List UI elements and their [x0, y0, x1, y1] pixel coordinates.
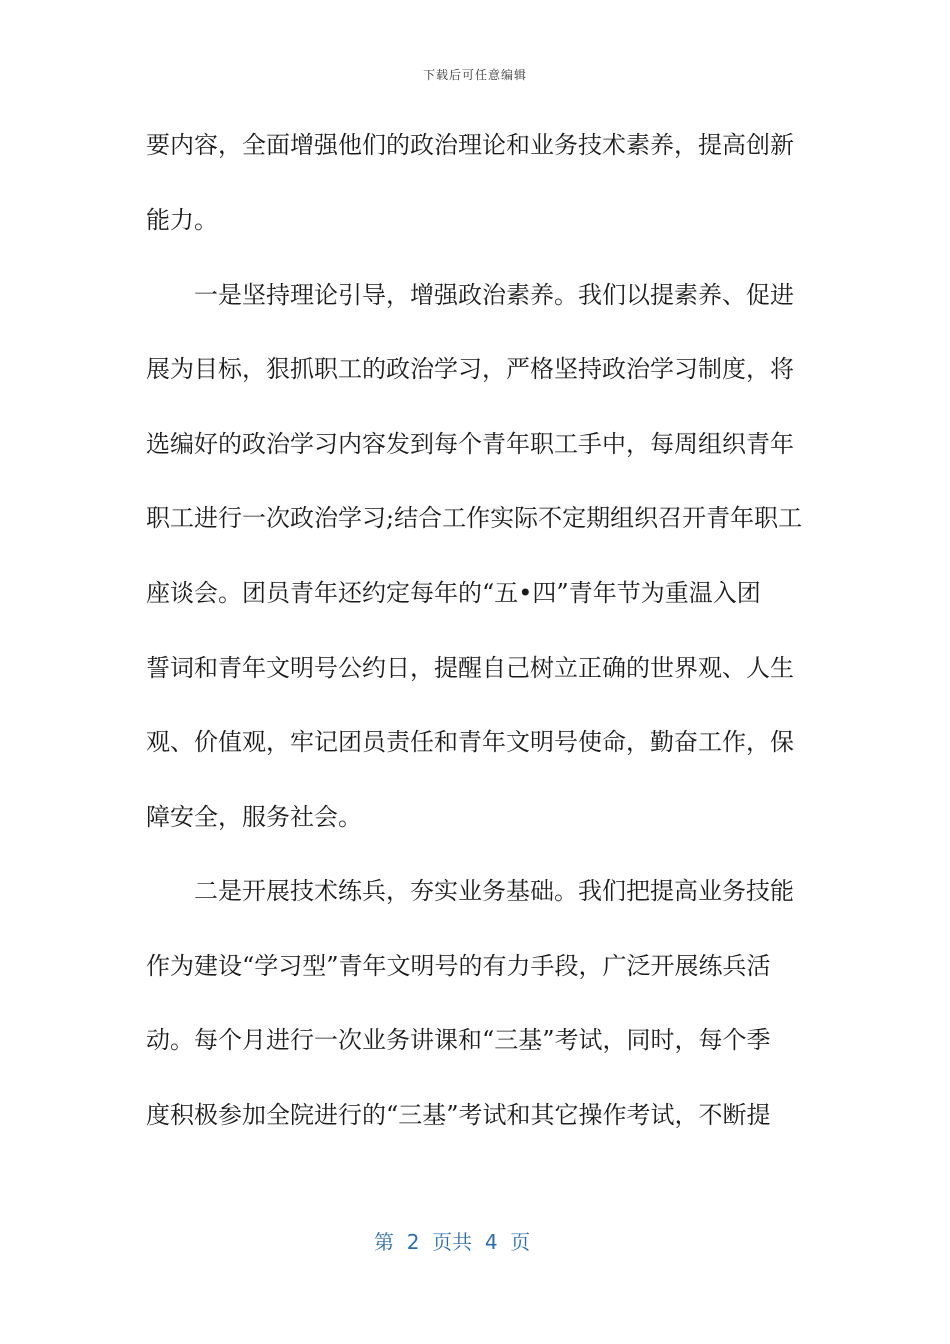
body-line: 障安全，服务社会。	[146, 803, 362, 831]
body-line: 要内容，全面增强他们的政治理论和业务技术素养，提高创新	[146, 131, 794, 159]
body-line: 二是开展技术练兵，夯实业务基础。我们把提高业务技能	[146, 877, 794, 905]
body-line: 动。每个月进行一次业务讲课和“三基”考试，同时，每个季	[146, 1026, 771, 1054]
body-line: 观、价值观，牢记团员责任和青年文明号使命，勤奋工作，保	[146, 728, 794, 756]
body-line: 誓词和青年文明号公约日，提醒自己树立正确的世界观、人生	[146, 654, 794, 682]
body-line: 职工进行一次政治学习;结合工作实际不定期组织召开青年职工	[146, 504, 803, 532]
body-line: 一是坚持理论引导，增强政治素养。我们以提素养、促进	[146, 281, 794, 309]
header-note: 下载后可任意编辑	[422, 68, 527, 82]
body-line: 展为目标，狠抓职工的政治学习，严格坚持政治学习制度，将	[146, 355, 794, 383]
body-line: 能力。	[146, 206, 218, 234]
body-line: 座谈会。团员青年还约定每年的“五•四”青年节为重温入团	[146, 579, 761, 607]
body-line: 度积极参加全院进行的“三基”考试和其它操作考试，不断提	[146, 1101, 771, 1129]
body-line: 选编好的政治学习内容发到每个青年职工手中，每周组织青年	[146, 430, 794, 458]
page-number-footer: 第 2 页共 4 页	[374, 1230, 531, 1254]
body-line: 作为建设“学习型”青年文明号的有力手段，广泛开展练兵活	[146, 952, 771, 980]
